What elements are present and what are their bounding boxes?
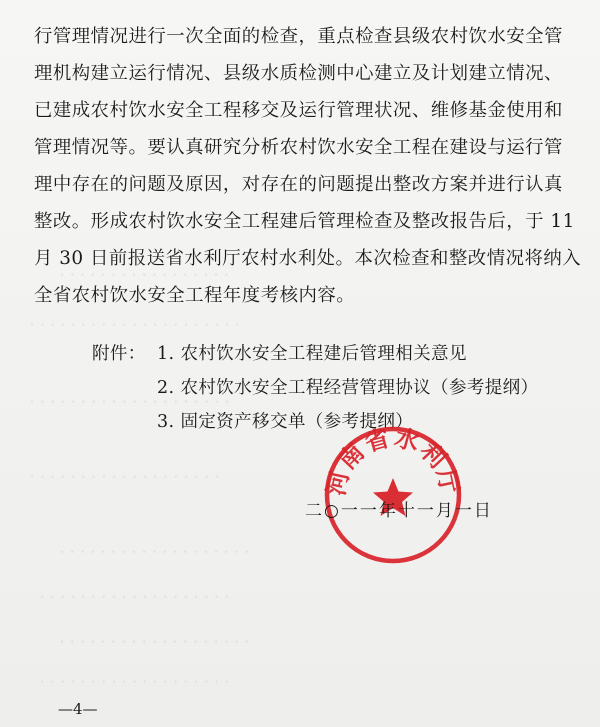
body-line: 全省农村饮水安全工程年度考核内容。 bbox=[34, 285, 356, 306]
body-line: 已建成农村饮水安全工程移交及运行管理状况、维修基金使用和 bbox=[34, 100, 563, 121]
body-line: 行管理情况进行一次全面的检查，重点检查县级农村饮水安全管 bbox=[34, 26, 563, 47]
bleed-through-decoration: · · · · · · · · · · · · · · · · · · · bbox=[60, 545, 250, 560]
bleed-through-decoration: · · · · · · · · · · · · · · · · · · · bbox=[40, 590, 230, 605]
official-seal bbox=[318, 420, 468, 570]
body-line: 整改。形成农村饮水安全工程建后管理检查及整改报告后，于 11 bbox=[34, 211, 575, 232]
bleed-through-decoration: · · · · · · · · · · · · · · · · · · · bbox=[30, 470, 220, 485]
bleed-through-decoration: · · · · · · · · · · · · · · · · · bbox=[60, 268, 230, 283]
bleed-through-decoration: · · · · · · · · · · · · · · · · · · · bbox=[60, 635, 250, 650]
attachments-label: 附件： bbox=[92, 344, 146, 364]
body-line: 理机构建立运行情况、县级水质检测中心建立及计划建立情况、 bbox=[34, 63, 563, 84]
body-line: 管理情况等。要认真研究分析农村饮水安全工程在建设与运行管 bbox=[34, 137, 563, 158]
bleed-through-decoration: · · · · · · · · · · · · · · · · · · · · bbox=[30, 395, 231, 410]
body-line: 理中存在的问题及原因，对存在的问题提出整改方案并进行认真 bbox=[34, 174, 563, 195]
attachment-item: 1. 农村饮水安全工程建后管理相关意见 bbox=[157, 344, 467, 364]
seal-lettering: 河南省水利厅 bbox=[321, 423, 465, 499]
attachment-item: 2. 农村饮水安全工程经营管理协议（参考提纲） bbox=[157, 378, 539, 398]
body-line: 月 30 日前报送省水利厅农村水利处。本次检查和整改情况将纳入 bbox=[34, 248, 582, 269]
bleed-through-decoration: · · · · · · · · · · · · · · · · · · · · · bbox=[30, 318, 241, 333]
document-date: 二○一一年十一月一日 bbox=[305, 501, 493, 521]
bleed-through-decoration: · · · · · · · · · · · · · · · · · · · bbox=[40, 675, 230, 690]
page-number: —4— bbox=[58, 700, 98, 718]
attachment-item: 3. 固定资产移交单（参考提纲） bbox=[157, 412, 414, 432]
